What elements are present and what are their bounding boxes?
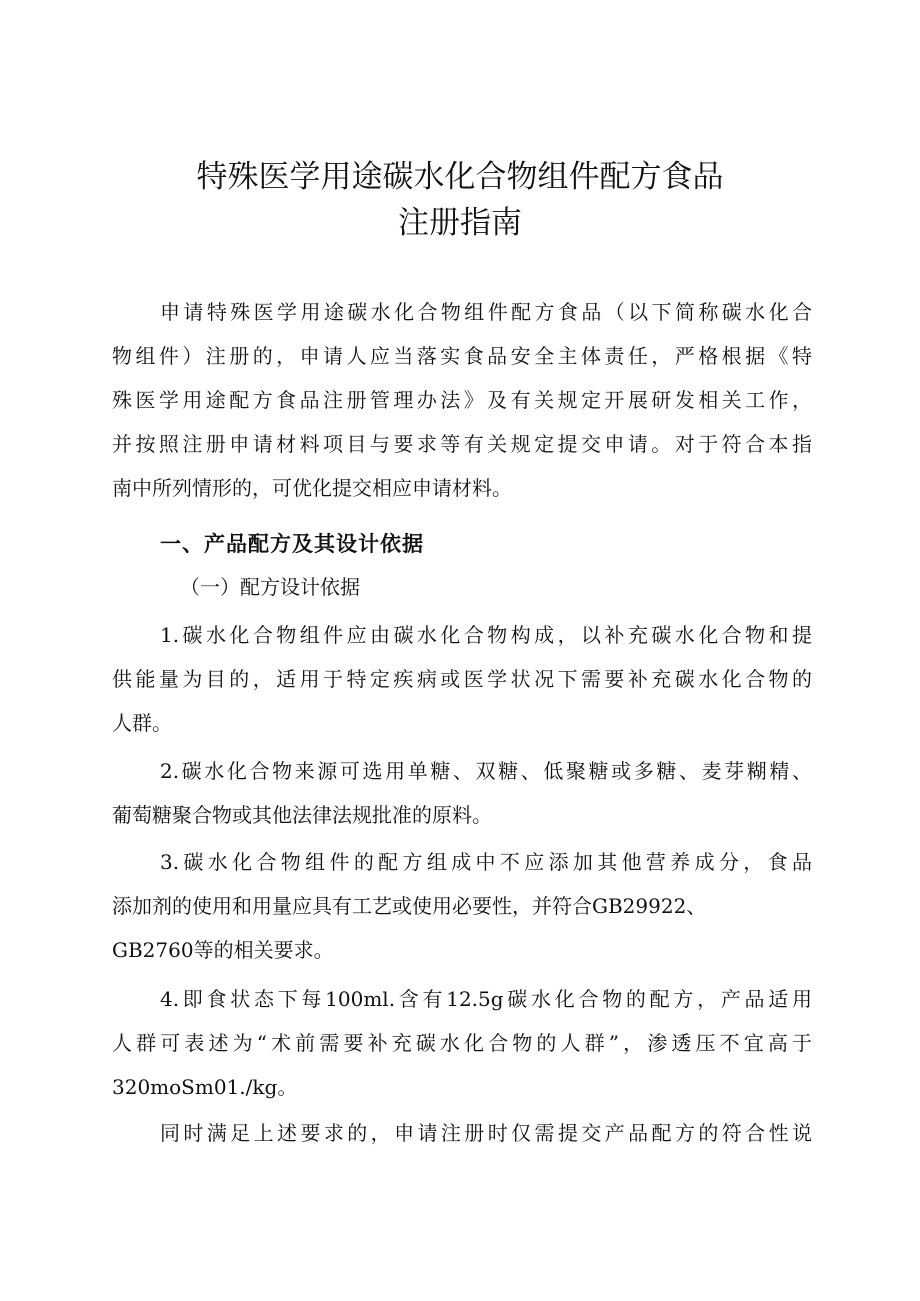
intro-line-2: 物组件）注册的，申请人应当落实食品安全主体责任，严格根据《特 bbox=[112, 344, 812, 368]
item3-line-2: 添加剂的使用和用量应具有工艺或使用必要性，并符合GB29922、 bbox=[112, 894, 707, 918]
section-heading: 一、产品配方及其设计依据 bbox=[160, 532, 424, 556]
item1-line-1: 1.碳水化合物组件应由碳水化合物构成，以补充碳水化合物和提 bbox=[160, 623, 812, 647]
item2-line-2: 葡萄糖聚合物或其他法律法规批准的原料。 bbox=[112, 803, 492, 827]
doc-title-line2: 注册指南 bbox=[398, 205, 522, 241]
intro-line-4: 并按照注册申请材料项目与要求等有关规定提交申请。对于符合本指 bbox=[112, 432, 812, 456]
intro-line-5: 南中所列情形的，可优化提交相应申请材料。 bbox=[112, 476, 512, 500]
item4-line-2: 人群可表述为“术前需要补充碳水化合物的人群”，渗透压不宜高于 bbox=[112, 1031, 812, 1055]
item3-line-1: 3.碳水化合物组件的配方组成中不应添加其他营养成分，食品 bbox=[160, 850, 812, 874]
item1-line-2: 供能量为目的，适用于特定疾病或医学状况下需要补充碳水化合物的 bbox=[112, 667, 812, 691]
item1-line-3: 人群。 bbox=[112, 711, 172, 735]
item2-line-1: 2.碳水化合物来源可选用单糖、双糖、低聚糖或多糖、麦芽糊精、 bbox=[160, 759, 812, 783]
doc-title-line1: 特殊医学用途碳水化合物组件配方食品 bbox=[196, 159, 724, 195]
intro-line-1: 申请特殊医学用途碳水化合物组件配方食品（以下简称碳水化合 bbox=[160, 300, 812, 324]
item3-line-3: GB2760等的相关要求。 bbox=[112, 938, 334, 962]
item4-line-1: 4.即食状态下每100ml.含有12.5g碳水化合物的配方，产品适用 bbox=[160, 987, 812, 1011]
closing-line: 同时满足上述要求的，申请注册时仅需提交产品配方的符合性说 bbox=[160, 1121, 812, 1145]
subsection-heading: （一）配方设计依据 bbox=[180, 575, 360, 599]
intro-line-3: 殊医学用途配方食品注册管理办法》及有关规定开展研发相关工作， bbox=[112, 388, 812, 412]
item4-line-3: 320moSm01./kg。 bbox=[112, 1075, 298, 1099]
